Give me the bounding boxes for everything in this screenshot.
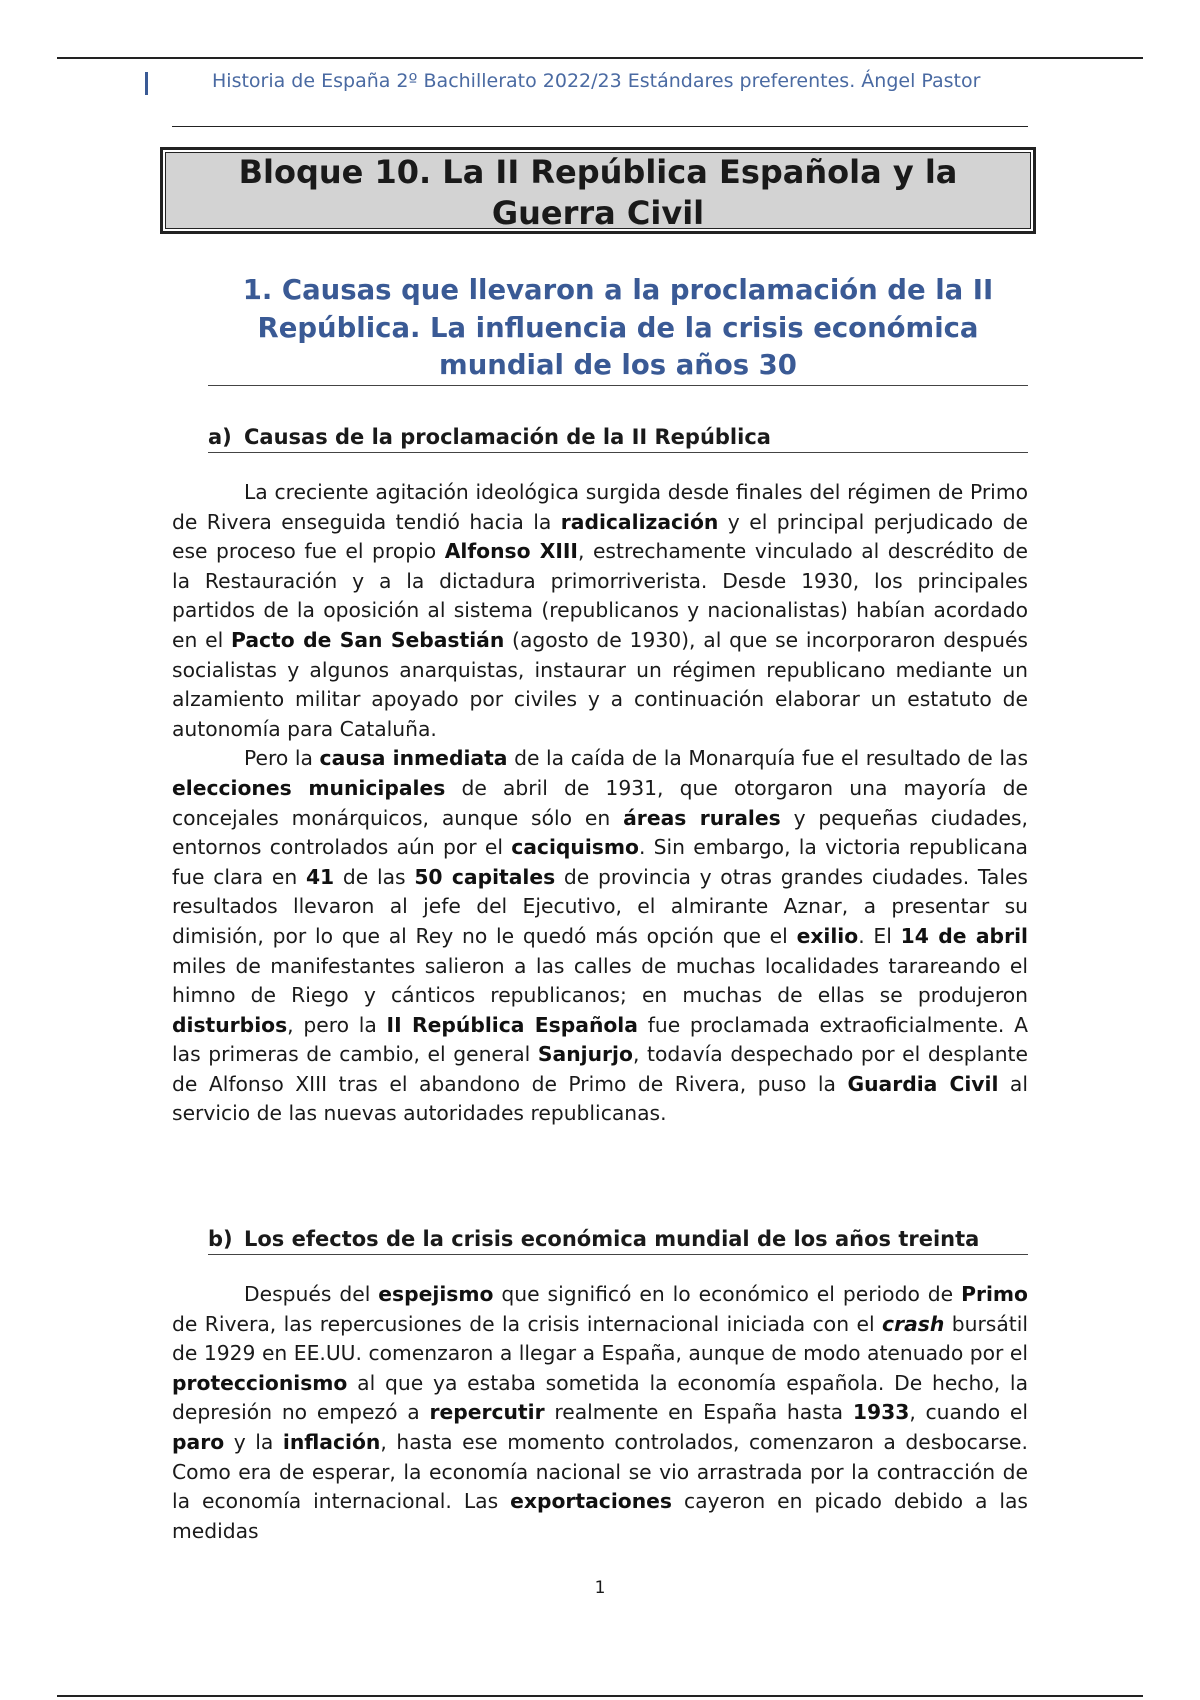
subsection-a-body	[172, 478, 1028, 1129]
text-run: y el principal perjudicado de ese proceso fue el propio	[172, 509, 1028, 564]
block-title	[160, 147, 1036, 234]
section-heading-line1: 1. Causas que llevaron a la proclamación de la II	[242, 274, 994, 306]
text-run: de la caída de la Monarquía fue el resultado de las	[507, 746, 1029, 771]
bold-term: Guardia Civil	[847, 1071, 999, 1096]
text-run: cayeron en picado debido a las medidas	[172, 1489, 1028, 1543]
bold-term: elecciones municipales	[172, 775, 446, 800]
text-run: de provincia y otras grandes ciudades. Tales resultados llevaron al jefe del Ejecutivo, el almirante Aznar, a presentar su dimisión, por lo que al Rey no le quedó más opción que el	[172, 864, 1028, 948]
paragraph-b1	[172, 1280, 1028, 1546]
text-run: La creciente agitación ideológica surgida desde finales del régimen de Primo de Rivera enseguida tendió hacia la	[172, 480, 1028, 534]
section-heading-rule	[208, 385, 1028, 386]
text-run: , pero la	[287, 1012, 387, 1037]
subsection-a-rule	[208, 452, 1028, 453]
bold-term: 14 de abril	[900, 923, 1028, 948]
bold-term: exportaciones	[510, 1489, 672, 1514]
section-heading	[208, 272, 1028, 385]
bold-term: inflación	[282, 1429, 381, 1454]
text-run: Después del	[244, 1282, 379, 1306]
text-run: realmente en España hasta	[544, 1400, 853, 1425]
block-title-line1: Bloque 10. La II República Española y la	[238, 153, 958, 191]
subsection-a-title: Causas de la proclamación de la II República	[244, 425, 771, 449]
text-run: de abril de 1931, que otorgaron una mayoría de concejales monárquicos, aunque sólo en	[172, 775, 1029, 830]
text-run: de Rivera, las repercusiones de la crisis internacional iniciada con el	[172, 1311, 883, 1336]
bottom-rule	[57, 1695, 1143, 1697]
bold-term: radicalización	[560, 509, 719, 534]
bold-term: Sanjurjo	[537, 1042, 633, 1067]
subsection-b-title: Los efectos de la crisis económica mundial de los años treinta	[244, 1227, 980, 1251]
bold-term: Pacto de San Sebastián	[231, 627, 505, 652]
text-run: y pequeñas ciudades, entornos controlados aún por el	[172, 805, 1029, 860]
bold-term: proteccionismo	[172, 1370, 348, 1395]
subsection-b-label: b)	[208, 1227, 233, 1251]
block-title-line2: Guerra Civil	[491, 194, 705, 232]
text-run: . El	[858, 923, 901, 948]
page-number: 1	[594, 1578, 606, 1598]
text-run: , hasta ese momento controlados, comenzaron a desbocarse. Como era de esperar, la economía nacional se vio arrastrada por la contracción de la economía internacional. Las	[172, 1429, 1028, 1514]
text-run: , todavía despechado por el desplante de Alfonso XIII tras el abandono de Primo de Rivera, puso la	[172, 1042, 1028, 1096]
text-run: , cuando el	[909, 1400, 1028, 1425]
text-run: (agosto de 1930), al que se incorporaron después socialistas y algunos anarquistas, instaurar un régimen republicano mediante un alzamiento militar apoyado por civiles y a continuación elaborar un estatuto de autonomía para Cataluña.	[172, 627, 1028, 741]
bold-term: exilio	[796, 923, 859, 948]
paragraph-a2	[172, 744, 1028, 1129]
text-run: Pero la	[244, 746, 320, 771]
text-run: y la	[224, 1429, 283, 1454]
section-heading-line3: mundial de los años 30	[439, 349, 797, 381]
text-run: al servicio de las nuevas autoridades republicanas.	[172, 1071, 1028, 1126]
header-rule	[172, 126, 1028, 127]
text-run: bursátil de 1929 en EE.UU. comenzaron a llegar a España, aunque de modo atenuado por el	[172, 1311, 1028, 1366]
bold-term: disturbios	[172, 1012, 288, 1037]
paragraph-a1	[172, 478, 1028, 744]
text-run: . Sin embargo, la victoria republicana fue clara en	[172, 835, 1028, 889]
subsection-b-body	[172, 1280, 1028, 1546]
bold-term: áreas rurales	[623, 805, 781, 830]
running-header: Historia de España 2º Bachillerato 2022/23 Estándares preferentes. Ángel Pastor	[212, 70, 981, 92]
bold-term: espejismo	[378, 1282, 494, 1306]
text-run: fue proclamada extraoficialmente. A las primeras de cambio, el general	[172, 1012, 1028, 1067]
text-run: miles de manifestantes salieron a las calles de muchas localidades tarareando el himno de Riego y cánticos republicanos; en muchas de ellas se produjeron	[172, 953, 1028, 1008]
bold-term: Primo	[961, 1282, 1028, 1306]
text-run: que significó en lo económico el periodo de	[493, 1282, 962, 1306]
text-run: , estrechamente vinculado al descrédito de la Restauración y a la dictadura primorriverista. Desde 1930, los principales partidos de la oposición al sistema (republicanos y nacionalistas) habían acordado en el	[172, 539, 1028, 652]
bold-term: causa inmediata	[319, 746, 508, 771]
section-heading-line2: República. La influencia de la crisis económica	[257, 311, 979, 344]
bold-term: caciquismo	[511, 835, 639, 860]
bold-term: 1933	[852, 1400, 910, 1425]
header-accent-bar	[145, 72, 148, 95]
subsection-b-rule	[208, 1254, 1028, 1255]
subsection-b-heading	[208, 1226, 1028, 1252]
text-run: al que ya estaba sometida la economía española. De hecho, la depresión no empezó a	[172, 1370, 1028, 1425]
bold-term: 50 capitales	[414, 864, 556, 889]
bold-term: repercutir	[429, 1400, 545, 1425]
subsection-a-label: a)	[208, 425, 232, 449]
text-run: de las	[334, 864, 415, 889]
subsection-a-heading	[208, 424, 1028, 450]
top-rule	[57, 57, 1143, 59]
bold-italic-term: crash	[882, 1311, 945, 1336]
bold-term: II República Española	[386, 1012, 638, 1037]
bold-term: Alfonso XIII	[444, 539, 578, 564]
bold-term: 41	[305, 864, 335, 889]
bold-term: paro	[172, 1429, 225, 1454]
